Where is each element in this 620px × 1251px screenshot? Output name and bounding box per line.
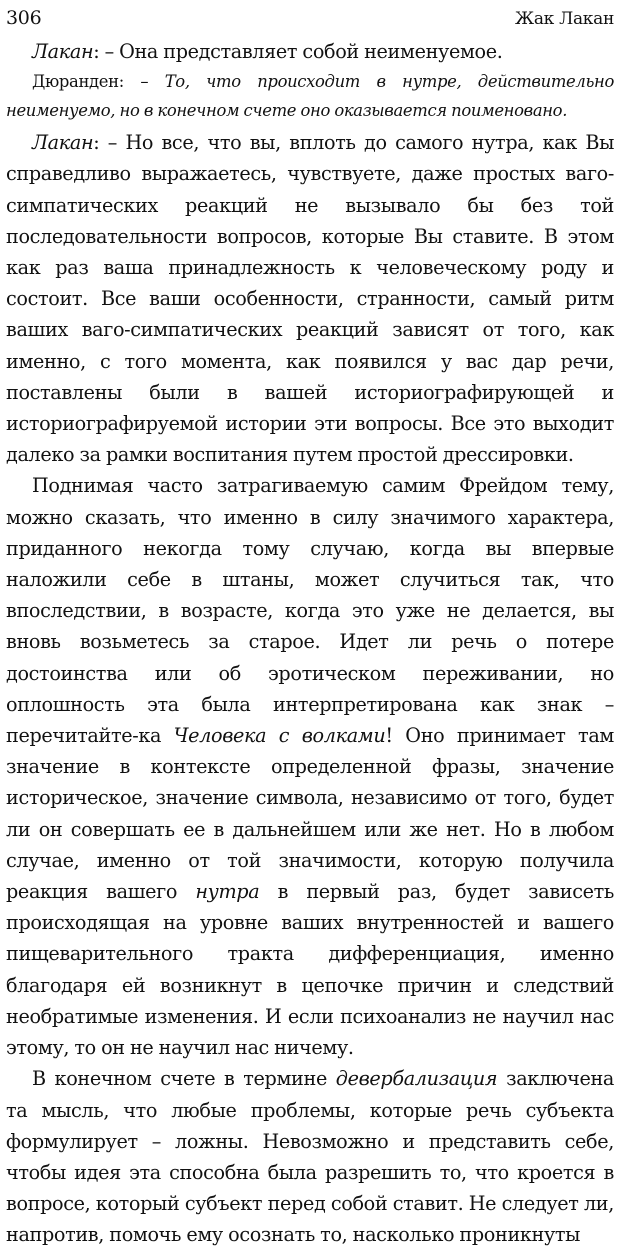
page-number: 306 [6, 7, 42, 29]
paragraph-text-part: Поднимая часто затрагиваемую самим Фрейдом тему, можно сказать, что именно в силу значимого характера, приданного некогда тому случаю, когда вы впервые наложили себе в штаны, может случиться так, что впоследствии, в возрасте, когда это уже не делается, вы вновь возьметесь за старое. Идет ли речь о потере достоинства или об эротическом переживании, но оплошность эта была интерпретирована как знак – перечитайте-ка [6, 474, 614, 748]
emphasized-term: нутра [195, 880, 260, 904]
emphasized-term: девербализация [335, 1067, 498, 1091]
paragraph-deverbalization [6, 1063, 614, 1250]
paragraph-freud [6, 470, 614, 1063]
paragraph-text: Она представляет собой неименуемое. [119, 40, 503, 63]
body-text [6, 36, 614, 1251]
paragraph-text: То, что происходит в нутре, действительно неименуемо, но в конечном счете оно оказывается поименовано. [6, 72, 614, 121]
speaker-name: Лакан [32, 131, 94, 155]
paragraph-text-part: в первый раз, будет зависеть происходящая на уровне ваших внутренностей и вашего пищеварительного тракта дифференциация, именно благодаря ей возникнут в цепочке причин и следствий необратимые изменения. И если психоанализ не научил нас этому, то он не научил нас ничему. [6, 880, 614, 1060]
running-head [6, 0, 614, 36]
paragraph-lacan-1 [6, 36, 614, 67]
work-title: Человека с волками [173, 724, 386, 748]
speaker-separator: : – [118, 72, 165, 92]
paragraph-lacan-2 [6, 127, 614, 470]
speaker-name: Лакан [32, 40, 94, 63]
paragraph-text: Но все, что вы, вплоть до самого нутра, как Вы справедливо выражаетесь, чувствуете, даже простых ваго-симпатических реакций не вызывало бы без той последовательности вопросов, которые Вы ставите. В этом как раз ваша принадлежность к человеческому роду и состоит. Все ваши особенности, странности, самый ритм ваших ваго-симпатических реакций зависят от того, как именно, с того момента, как появился у вас дар речи, поставлены были в вашей историографирующей и историографируемой истории эти вопросы. Все это выходит далеко за рамки воспитания путем простой дрессировки. [6, 131, 614, 467]
paragraph-durandin [6, 67, 614, 125]
speaker-name: Дюранден [32, 72, 119, 92]
speaker-separator: : – [93, 131, 126, 155]
paragraph-text-part: ! Оно принимает там значение в контексте определенной фразы, значение историческое, значение символа, независимо от того, будет ли он совершать ее в дальнейшем или же нет. Но в любом случае, именно от той значимости, которую получила реакция вашего [6, 724, 614, 904]
paragraph-text-part: заключена та мысль, что любые проблемы, которые речь субъекта формулирует – ложны. Невозможно и представить себе, чтобы идея эта способна была разрешить то, что кроется в вопросе, который субъект перед собой ставит. Не следует ли, напротив, помочь ему осознать то, насколько проникнуты [6, 1067, 614, 1247]
paragraph-text-part: В конечном счете в термине [32, 1067, 336, 1091]
speaker-separator: : – [93, 40, 120, 63]
running-title: Жак Лакан [515, 9, 614, 29]
